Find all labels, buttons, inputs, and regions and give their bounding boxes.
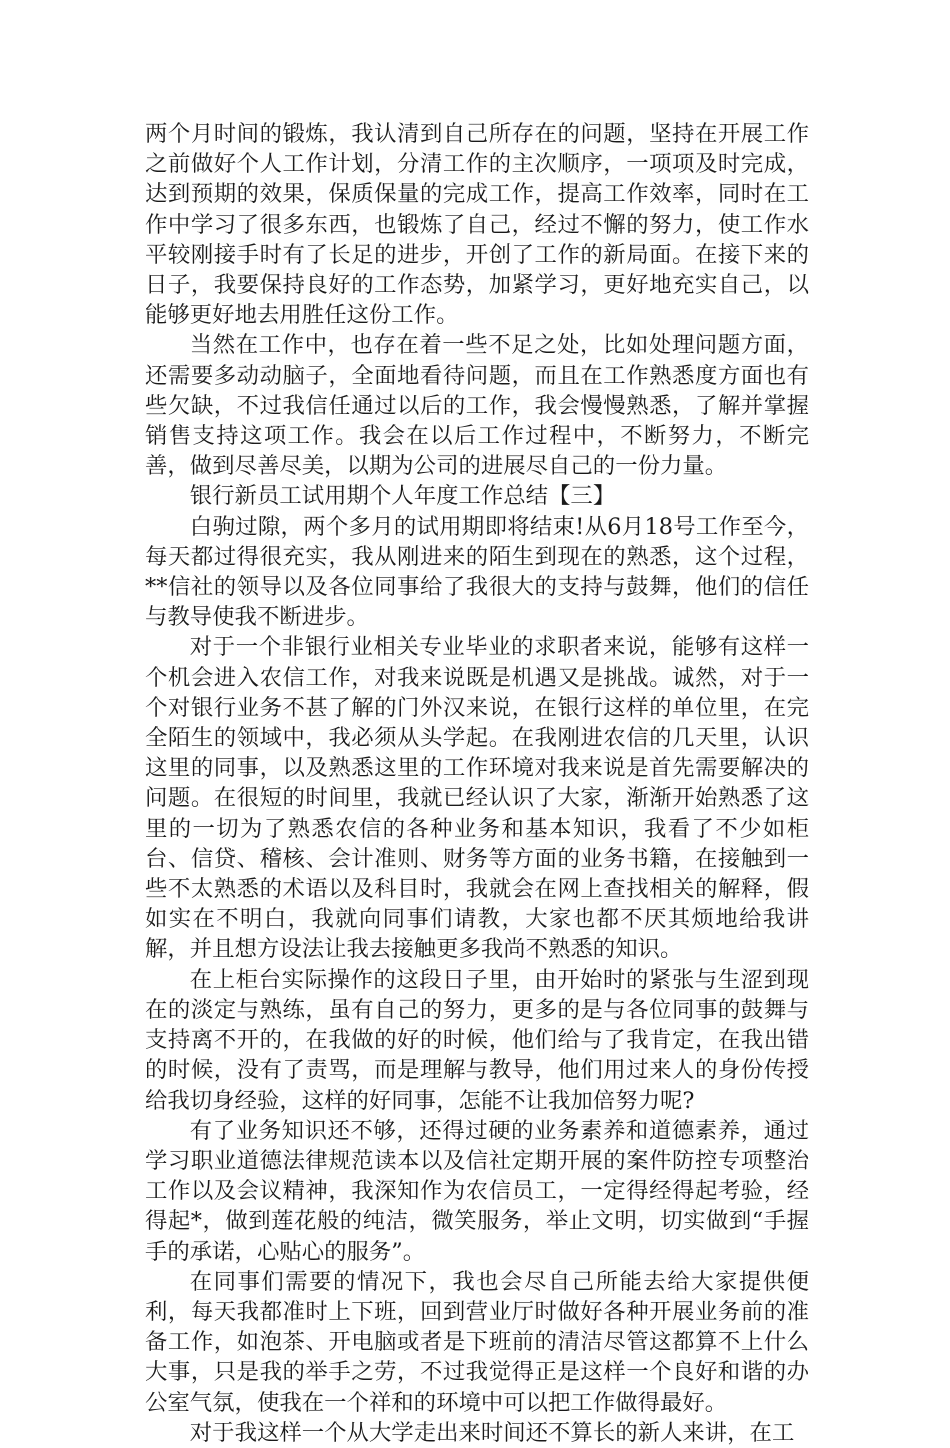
paragraph-shortcomings: 当然在工作中，也存在着一些不足之处，比如处理问题方面，还需要多动动脑子，全面地看待问题，而且在工作熟悉度方面也有些欠缺，不过我信任通过以后的工作，我会慢慢熟悉，了解并掌握销售支持这项工作。我会在以后工作过程中，不断努力，不断完善，做到尽善尽美，以期为公司的进展尽自己的一份力量。 [145, 332, 809, 480]
paragraph-opening: 白驹过隙，两个多月的试用期即将结束!从6月18号工作至今，每天都过得很充实，我从刚进来的陌生到现在的熟悉，这个过程，**信社的领导以及各位同事给了我很大的支持与鼓舞，他们的信任与教导使我不断进步。 [145, 513, 809, 631]
paragraph-counter-work: 在上柜台实际操作的这段日子里，由开始时的紧张与生涩到现在的淡定与熟练，虽有自己的努力，更多的是与各位同事的鼓舞与支持离不开的，在我做的好的时候，他们给与了我肯定，在我出错的时候，没有了责骂，而是理解与教导，他们用过来人的身份传授给我切身经验，这样的好同事，怎能不让我加倍努力呢? [145, 966, 809, 1114]
paragraph-intro-summary: 两个月时间的锻炼，我认清到自己所存在的问题，坚持在开展工作之前做好个人工作计划，分清工作的主次顺序，一项项及时完成，达到预期的效果，保质保量的完成工作，提高工作效率，同时在工作中学习了很多东西，也锻炼了自己，经过不懈的努力，使工作水平较刚接手时有了长足的进步，开创了工作的新局面。在接下来的日子，我要保持良好的工作态势，加紧学习，更好地充实自己，以能够更好地去用胜任这份工作。 [145, 121, 809, 329]
document-body [145, 119, 809, 1448]
paragraph-ethics: 有了业务知识还不够，还得过硬的业务素养和道德素养，通过学习职业道德法律规范读本以及信社定期开展的案件防控专项整治工作以及会议精神，我深知作为农信员工，一定得经得起考验，经得起*，做到莲花般的纯洁，微笑服务，举止文明，切实做到“手握手的承诺，心贴心的服务”。 [145, 1117, 809, 1265]
paragraph-closing-fragment: 对于我这样一个从大学走出来时间还不算长的新人来讲，在工 [189, 1419, 795, 1446]
paragraph-helping-colleagues: 在同事们需要的情况下，我也会尽自己所能去给大家提供便利，每天我都准时上下班，回到营业厅时做好各种开展业务前的准备工作，如泡茶、开电脑或者是下班前的清洁尽管这都算不上什么大事，只是我的举手之劳，不过我觉得正是这样一个良好和谐的办公室气氛，使我在一个祥和的环境中可以把工作做得最好。 [145, 1268, 809, 1416]
section-heading: 银行新员工试用期个人年度工作总结【三】 [189, 483, 616, 510]
paragraph-learning: 对于一个非银行业相关专业毕业的求职者来说，能够有这样一个机会进入农信工作，对我来说既是机遇又是挑战。诚然，对于一个对银行业务不甚了解的门外汉来说，在银行这样的单位里，在完全陌生的领域中，我必须从头学起。在我刚进农信的几天里，认识这里的同事，以及熟悉这里的工作环境对我来说是首先需要解决的问题。在很短的时间里，我就已经认识了大家，渐渐开始熟悉了这里的一切为了熟悉农信的各种业务和基本知识，我看了不少如柜台、信贷、稽核、会计准则、财务等方面的业务书籍，在接触到一些不太熟悉的术语以及科目时，我就会在网上查找相关的解释，假如实在不明白，我就向同事们请教，大家也都不厌其烦地给我讲解，并且想方设法让我去接触更多我尚不熟悉的知识。 [145, 634, 809, 963]
